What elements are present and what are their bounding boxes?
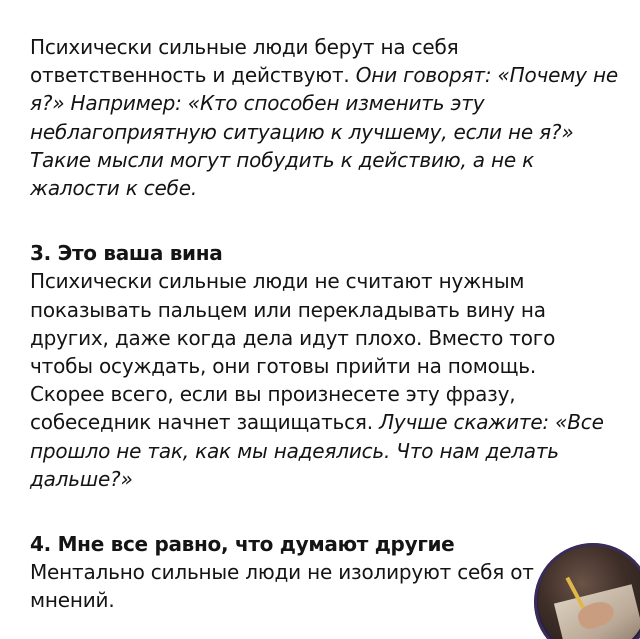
- section-3-line-8: дальше?»: [30, 466, 133, 491]
- section-3-line-5: Скорее всего, если вы произнесете эту фразу,: [30, 382, 516, 407]
- section-3-heading: 3. Это ваша вина: [30, 241, 223, 266]
- intro-line-5: Такие мысли могут побудить к действию, а не к: [30, 147, 534, 172]
- section-3-line-7: прошло не так, как мы надеялись. Что нам делать: [30, 438, 559, 463]
- section-spacer: [30, 202, 630, 239]
- section-spacer: [30, 493, 630, 530]
- intro-line-4: неблагоприятную ситуацию к лучшему, если не я?»: [30, 119, 574, 144]
- intro-line-3: я?» Например: «Кто способен изменить эту: [30, 91, 485, 116]
- section-3-line-1: Психически сильные люди не считают нужным: [30, 269, 525, 294]
- intro-paragraph: [30, 33, 630, 202]
- section-4-line-2: мнений.: [30, 588, 115, 613]
- intro-line-1: Психически сильные люди берут на себя: [30, 35, 459, 59]
- intro-line-6: жалости к себе.: [30, 176, 198, 201]
- intro-line-2: [30, 61, 630, 89]
- section-3-line-4: чтобы осуждать, они готовы прийти на помощь.: [30, 354, 537, 379]
- section-4-heading: 4. Мне все равно, что думают другие: [30, 532, 455, 557]
- section-3-paragraph: [30, 267, 630, 493]
- section-3-quote-start: Лучше скажите: «Все: [379, 410, 604, 435]
- intro-quote-start: Они говорят: «Почему не: [355, 63, 618, 88]
- section-3-line-6: [30, 408, 630, 436]
- section-3-line-2: показывать пальцем или перекладывать вину на: [30, 297, 546, 322]
- section-4-line-1: Ментально сильные люди не изолируют себя от: [30, 560, 534, 585]
- intro-line-2-plain: ответственность и действуют.: [30, 63, 356, 88]
- section-3-line-6-plain: собеседник начнет защищаться.: [30, 410, 380, 435]
- section-3-line-3: других, даже когда дела идут плохо. Вместо того: [30, 325, 556, 350]
- article-body: [30, 33, 630, 615]
